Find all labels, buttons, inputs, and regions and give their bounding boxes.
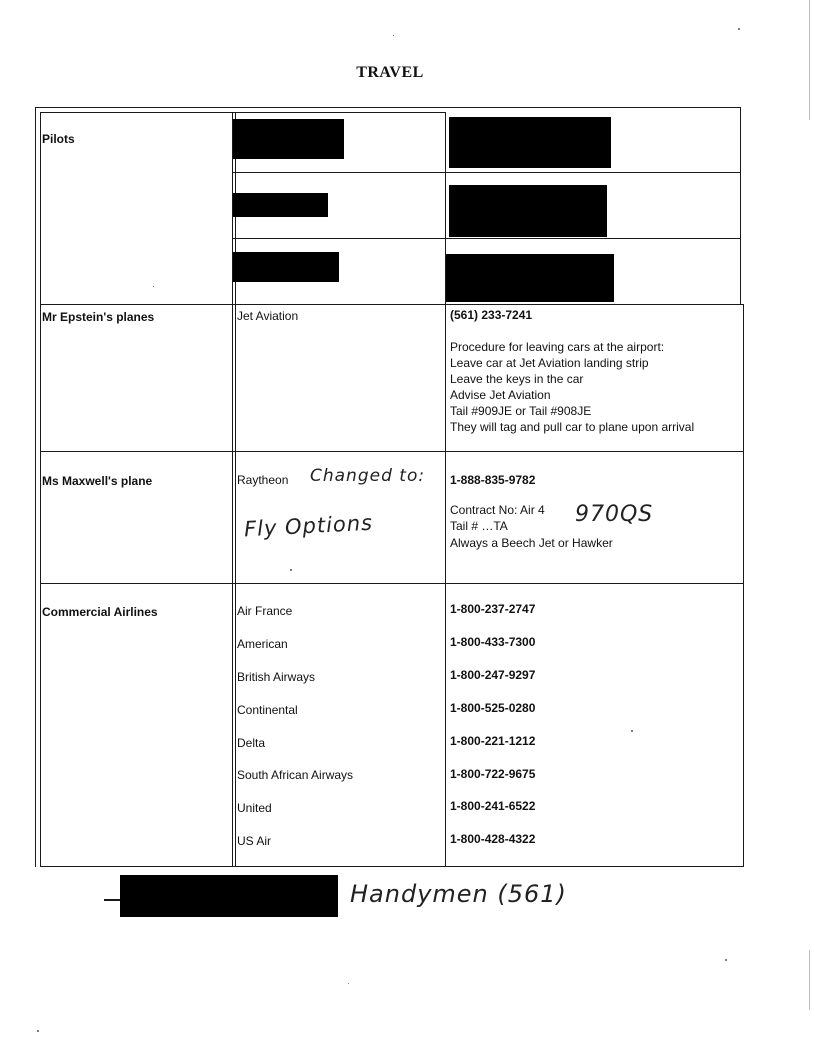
- pilot-row-rule-1: [233, 172, 741, 173]
- table-bottom-border: [40, 866, 744, 867]
- scan-speck: [348, 983, 349, 984]
- maxwell-tail: Tail # …TA: [450, 519, 508, 533]
- scan-speck: [37, 1030, 39, 1032]
- epstein-note: Leave the keys in the car: [450, 372, 584, 386]
- airline-phone: 1-800-722-9675: [450, 767, 536, 781]
- redaction-box: [233, 193, 328, 217]
- col-divider-1b: [235, 112, 236, 867]
- redaction-box: [233, 119, 344, 159]
- airline-name: South African Airways: [237, 768, 354, 782]
- epstein-label: Mr Epstein's planes: [42, 310, 155, 324]
- row-rule-airlines: [40, 583, 744, 584]
- airline-phone: 1-800-221-1212: [450, 734, 536, 748]
- airline-phone: 1-800-237-2747: [450, 602, 536, 616]
- redaction-box: [449, 117, 611, 168]
- airline-phone: 1-800-433-7300: [450, 635, 536, 649]
- epstein-phone: (561) 233-7241: [450, 308, 533, 322]
- airline-name: Air France: [237, 604, 293, 618]
- scan-speck: [631, 730, 633, 732]
- handwritten-footer-note: Handymen (561): [350, 880, 567, 908]
- table-top-border: [35, 107, 741, 108]
- epstein-note: They will tag and pull car to plane upon arrival: [450, 420, 695, 434]
- maxwell-phone: 1-888-835-9782: [450, 473, 536, 487]
- handwritten-tail-number: 970QS: [575, 502, 654, 527]
- table-inner-left-border: [40, 112, 41, 867]
- airline-phone: 1-800-525-0280: [450, 701, 536, 715]
- table-right-border-lower: [743, 304, 744, 867]
- scan-speck: [290, 569, 292, 571]
- maxwell-aircraft: Always a Beech Jet or Hawker: [450, 536, 613, 550]
- handwritten-new-operator: Fly Options: [243, 510, 374, 542]
- epstein-note: Leave car at Jet Aviation landing strip: [450, 356, 649, 370]
- airline-phone: 1-800-247-9297: [450, 668, 536, 682]
- redaction-box: [233, 252, 339, 282]
- col-divider-2: [445, 112, 446, 867]
- redaction-box: [449, 185, 607, 237]
- maxwell-company: Raytheon: [237, 473, 289, 487]
- row-rule-maxwell: [40, 451, 744, 452]
- airline-name: Delta: [237, 736, 266, 750]
- col-divider-1: [232, 112, 233, 867]
- airline-name: Continental: [237, 703, 298, 717]
- handwritten-changed-note: Changed to:: [310, 466, 426, 486]
- epstein-note: Procedure for leaving cars at the airport:: [450, 340, 665, 354]
- epstein-note: Tail #909JE or Tail #908JE: [450, 404, 592, 418]
- table-right-border-upper: [740, 107, 741, 304]
- airlines-label: Commercial Airlines: [42, 605, 158, 619]
- page-title: TRAVEL: [356, 64, 424, 81]
- epstein-note: Advise Jet Aviation: [450, 388, 551, 402]
- redaction-box: [446, 254, 614, 302]
- airline-name: US Air: [237, 834, 272, 848]
- footer-dash: [104, 899, 120, 901]
- airline-phone: 1-800-241-6522: [450, 799, 536, 813]
- scan-speck: [153, 286, 154, 287]
- maxwell-contract: Contract No: Air 4: [450, 503, 545, 517]
- epstein-company: Jet Aviation: [237, 309, 299, 323]
- airline-name: United: [237, 801, 272, 815]
- airline-name: British Airways: [237, 670, 316, 684]
- scan-speck: [725, 959, 727, 961]
- pilots-label: Pilots: [42, 132, 75, 146]
- pilots-top-rule: [40, 112, 445, 113]
- airline-name: American: [237, 637, 288, 651]
- redaction-box: [120, 875, 338, 917]
- pilot-row-rule-2: [233, 238, 741, 239]
- table-left-border: [35, 107, 36, 867]
- row-rule-epstein: [40, 304, 744, 305]
- scan-speck: [738, 28, 740, 30]
- scan-edge-mark: [809, 0, 810, 120]
- airline-phone: 1-800-428-4322: [450, 832, 536, 846]
- scan-speck: [393, 35, 394, 36]
- scan-edge-mark: [809, 950, 810, 1010]
- maxwell-label: Ms Maxwell's plane: [42, 474, 153, 488]
